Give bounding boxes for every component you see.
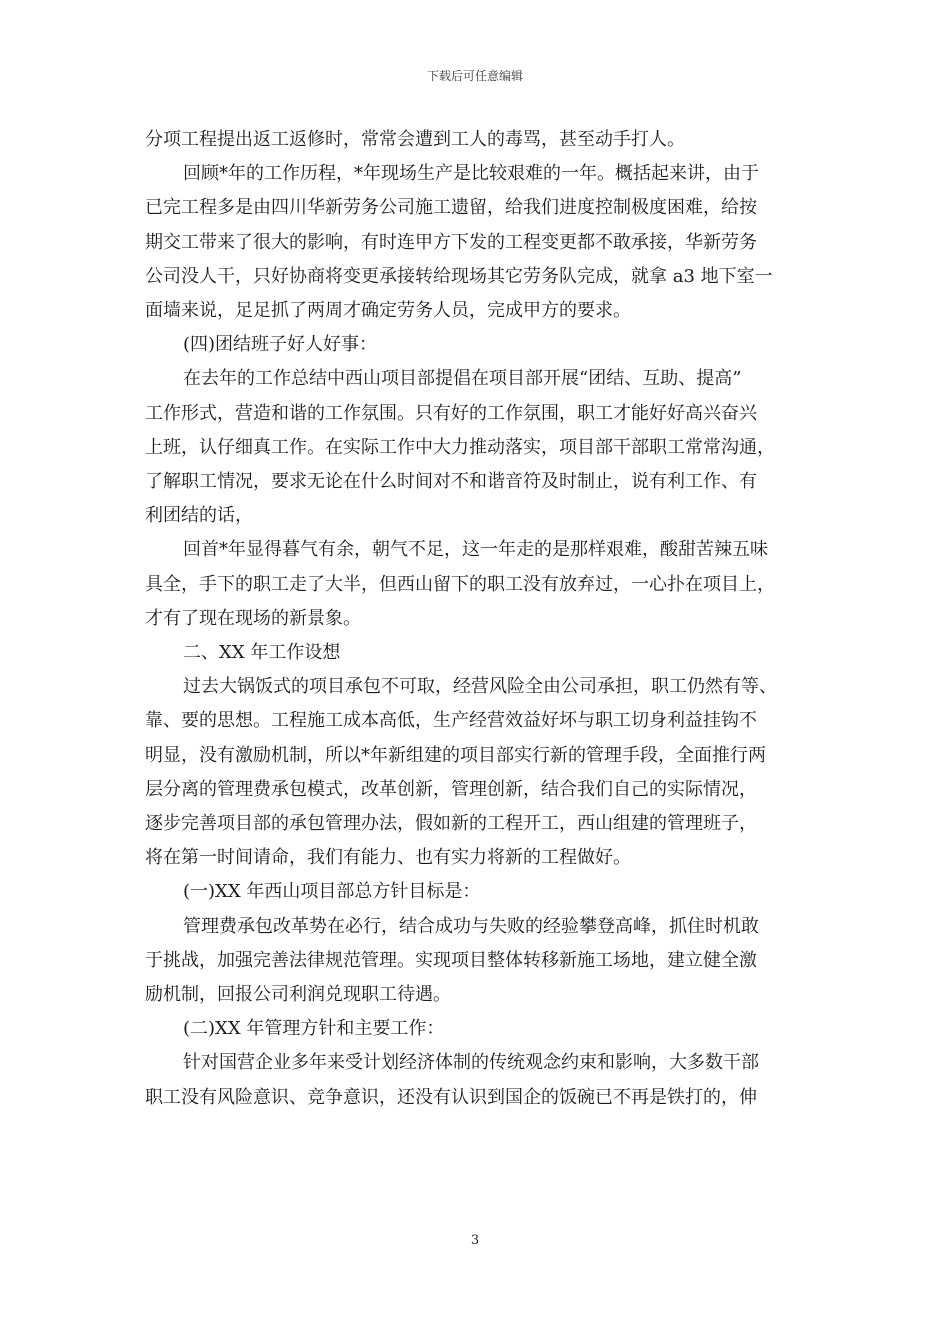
text-line: (二)XX 年管理方针和主要工作： (183, 1018, 445, 1040)
paragraph (145, 1046, 809, 1114)
paragraph (145, 328, 809, 362)
paragraph (145, 910, 809, 1013)
paragraph (145, 636, 809, 670)
paragraph (145, 123, 809, 157)
text-line: 靠、要的思想。工程施工成本高低，生产经营效益好坏与职工切身利益挂钩不 (145, 710, 757, 732)
text-line: 二、XX 年工作设想 (183, 642, 341, 664)
text-line: 回首*年显得暮气有余，朝气不足，这一年走的是那样艰难，酸甜苦辣五味 (183, 539, 768, 561)
text-line: 利团结的话， (145, 505, 253, 527)
paragraph (145, 533, 809, 636)
text-line: 管理费承包改革势在必行，结合成功与失败的经验攀登高峰，抓住时机敢 (183, 915, 759, 937)
text-line: 面墙来说，足足抓了两周才确定劳务人员，完成甲方的要求。 (145, 300, 631, 322)
paragraph (145, 670, 809, 875)
text-line: 上班，认仔细真工作。在实际工作中大力推动落实，项目部干部职工常常沟通， (145, 436, 775, 458)
text-line: (一)XX 年西山项目部总方针目标是： (183, 881, 481, 903)
text-line: 回顾*年的工作历程，*年现场生产是比较艰难的一年。概括起来讲，由于 (183, 163, 759, 185)
text-line: (四)团结班子好人好事： (183, 334, 378, 356)
text-line: 在去年的工作总结中西山项目部提倡在项目部开展“团结、互助、提高” (183, 368, 742, 390)
paragraph (145, 362, 809, 533)
document-body (145, 123, 809, 1115)
text-line: 期交工带来了很大的影响，有时连甲方下发的工程变更都不敢承接，华新劳务 (145, 231, 757, 253)
page-number: 3 (470, 1233, 480, 1248)
paragraph (145, 157, 809, 328)
text-line: 分项工程提出返工返修时，常常会遭到工人的毒骂，甚至动手打人。 (145, 129, 685, 150)
text-line: 明显，没有激励机制，所以*年新组建的项目部实行新的管理手段，全面推行两 (145, 744, 766, 766)
text-line: 于挑战，加强完善法律规范管理。实现项目整体转移新施工场地，建立健全激 (145, 949, 757, 971)
text-line: 公司没人干，只好协商将变更承接转给现场其它劳务队完成，就拿 a3 地下室一 (145, 265, 773, 287)
text-line: 逐步完善项目部的承包管理办法，假如新的工程开工，西山组建的管理班子， (145, 813, 757, 835)
paragraph (145, 1012, 809, 1046)
text-line: 已完工程多是由四川华新劳务公司施工遗留，给我们进度控制极度困难，给按 (145, 197, 757, 219)
text-line: 针对国营企业多年来受计划经济体制的传统观念约束和影响，大多数干部 (183, 1052, 759, 1074)
text-line: 了解职工情况，要求无论在什么时间对不和谐音符及时制止，说有利工作、有 (145, 471, 757, 493)
text-line: 将在第一时间请命，我们有能力、也有实力将新的工程做好。 (145, 847, 631, 869)
text-line: 职工没有风险意识、竞争意识，还没有认识到国企的饭碗已不再是铁打的，伸 (145, 1086, 757, 1108)
text-line: 才有了现在现场的新景象。 (145, 607, 361, 629)
text-line: 工作形式，营造和谐的工作氛围。只有好的工作氛围，职工才能好好高兴奋兴 (145, 402, 757, 424)
paragraph (145, 875, 809, 909)
text-line: 层分离的管理费承包模式，改革创新，管理创新，结合我们自己的实际情况， (145, 778, 757, 800)
text-line: 励机制，回报公司利润兑现职工待遇。 (145, 984, 451, 1006)
text-line: 具全，手下的职工走了大半，但西山留下的职工没有放弃过，一心扑在项目上， (145, 573, 775, 595)
page-header: 下载后可任意编辑 (426, 69, 523, 83)
text-line: 过去大锅饭式的项目承包不可取，经营风险全由公司承担，职工仍然有等、 (183, 676, 777, 698)
